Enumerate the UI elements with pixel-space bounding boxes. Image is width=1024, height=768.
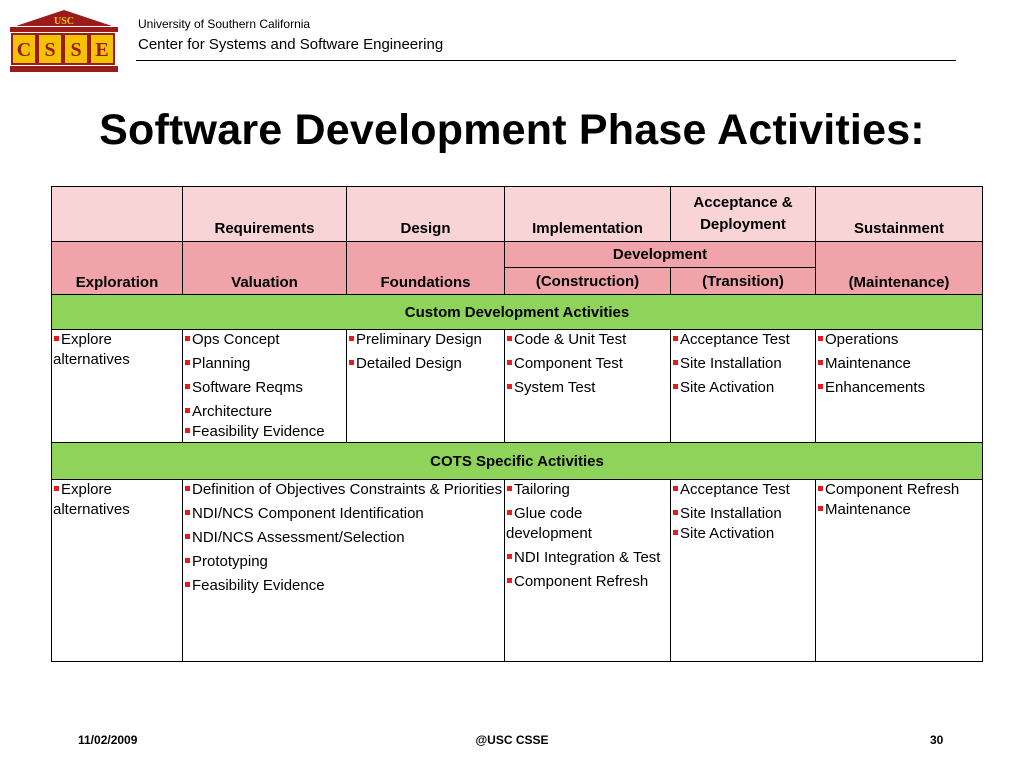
bullet-icon (185, 582, 190, 587)
activity-label: Glue code development (506, 505, 592, 542)
bullet-icon (818, 486, 823, 491)
activity-item (183, 402, 346, 422)
activity-item (183, 576, 504, 596)
activity-label: NDI Integration & Test (514, 549, 661, 566)
activity-item (505, 480, 670, 500)
activity-label: Acceptance Test (680, 481, 790, 498)
logo-usc-text: USC (53, 16, 75, 27)
activity-item (816, 354, 982, 374)
activity-item (183, 422, 346, 442)
bullet-icon (673, 336, 678, 341)
custom-activities-row (52, 330, 983, 443)
activity-item (671, 378, 815, 398)
activity-label: Component Test (514, 355, 623, 372)
bullet-icon (818, 360, 823, 365)
activity-label: Definition of Objectives Constraints & Priorities (192, 481, 503, 498)
svg-text:E: E (95, 39, 109, 61)
activity-label: Preliminary Design (356, 331, 482, 348)
bullet-icon (673, 360, 678, 365)
activity-item (183, 552, 504, 572)
activity-item (816, 330, 982, 350)
activity-item (505, 548, 670, 568)
activity-item (347, 354, 504, 374)
footer-source: @USC CSSE (475, 733, 549, 747)
footer-page-number: 30 (930, 733, 944, 747)
activity-item (183, 528, 504, 548)
phase-header-implementation: Implementation (505, 187, 671, 242)
activity-label: Maintenance (825, 501, 911, 518)
activity-item (816, 480, 982, 500)
bullet-icon (185, 336, 190, 341)
activity-label: Explore alternatives (53, 481, 130, 518)
activity-label: Component Refresh (514, 573, 649, 590)
cots-col-maintenance (816, 480, 983, 662)
activity-label: System Test (514, 379, 596, 396)
center-name: Center for Systems and Software Engineering (138, 36, 444, 53)
cots-col-exploration (52, 480, 183, 662)
bullet-icon (818, 384, 823, 389)
milestone-development: Development (505, 242, 816, 268)
activity-item (183, 354, 346, 374)
activity-label: Feasibility Evidence (192, 577, 325, 594)
activity-label: Software Reqms (192, 379, 303, 396)
activity-item (505, 330, 670, 350)
bullet-icon (673, 510, 678, 515)
activity-label: Acceptance Test (680, 331, 790, 348)
phase-header-acceptance: Acceptance & Deployment (671, 187, 816, 242)
cots-col-valuation-foundations (183, 480, 505, 662)
activity-label: Site Activation (680, 379, 775, 396)
activity-label: Detailed Design (356, 355, 462, 372)
activity-item (183, 480, 504, 500)
bullet-icon (185, 384, 190, 389)
phase-activities-table (51, 186, 983, 662)
activity-item (671, 524, 815, 544)
bullet-icon (507, 384, 512, 389)
bullet-icon (673, 486, 678, 491)
bullet-icon (349, 336, 354, 341)
phase-header-design: Design (347, 187, 505, 242)
cots-activities-row (52, 480, 983, 662)
activity-item (183, 378, 346, 398)
custom-col-valuation (183, 330, 347, 443)
bullet-icon (673, 530, 678, 535)
bullet-icon (54, 336, 59, 341)
custom-col-construction (505, 330, 671, 443)
activity-item (671, 504, 815, 524)
activity-label: Planning (192, 355, 251, 372)
bullet-icon (185, 360, 190, 365)
custom-band-label: Custom Development Activities (52, 295, 983, 330)
activity-item (671, 480, 815, 500)
svg-text:C: C (16, 39, 32, 61)
activity-label: Site Activation (680, 525, 775, 542)
activity-label: Explore alternatives (53, 331, 130, 368)
activity-item (347, 330, 504, 350)
activity-item (671, 354, 815, 374)
logo-letters (12, 34, 114, 64)
bullet-icon (185, 534, 190, 539)
activity-item (505, 504, 670, 544)
activity-label: Site Installation (680, 355, 782, 372)
cots-band-row (52, 443, 983, 480)
milestone-exploration: Exploration (52, 242, 183, 295)
activity-item (52, 480, 182, 520)
activity-item (816, 378, 982, 398)
milestone-construction: (Construction) (505, 268, 671, 295)
activity-item (505, 378, 670, 398)
activity-label: Maintenance (825, 355, 911, 372)
activity-item (816, 500, 982, 520)
bullet-icon (818, 336, 823, 341)
activity-item (52, 330, 182, 370)
activity-label: Code & Unit Test (514, 331, 627, 348)
bullet-icon (507, 578, 512, 583)
activity-label: NDI/NCS Assessment/Selection (192, 529, 405, 546)
bullet-icon (818, 506, 823, 511)
milestone-transition: (Transition) (671, 268, 816, 295)
usc-csse-logo (8, 8, 120, 74)
phase-header-requirements: Requirements (183, 187, 347, 242)
activity-label: Prototyping (192, 553, 268, 570)
custom-col-transition (671, 330, 816, 443)
activity-label: Tailoring (514, 481, 570, 498)
activity-label: Enhancements (825, 379, 926, 396)
svg-text:S: S (70, 39, 82, 61)
bullet-icon (507, 510, 512, 515)
bullet-icon (507, 486, 512, 491)
activity-label: Feasibility Evidence (192, 423, 325, 440)
svg-text:S: S (44, 39, 56, 61)
bullet-icon (185, 558, 190, 563)
bullet-icon (185, 486, 190, 491)
activity-item (183, 504, 504, 524)
milestone-valuation: Valuation (183, 242, 347, 295)
milestone-row (52, 242, 983, 268)
phase-header-empty (52, 187, 183, 242)
bullet-icon (54, 486, 59, 491)
university-name: University of Southern California (138, 17, 311, 31)
bullet-icon (185, 510, 190, 515)
header-divider (136, 60, 956, 61)
bullet-icon (349, 360, 354, 365)
activity-label: NDI/NCS Component Identification (192, 505, 424, 522)
bullet-icon (185, 428, 190, 433)
bullet-icon (507, 360, 512, 365)
activity-item (671, 330, 815, 350)
activity-label: Site Installation (680, 505, 782, 522)
activity-label: Ops Concept (192, 331, 280, 348)
footer-date: 11/02/2009 (78, 733, 138, 747)
activity-label: Component Refresh (825, 481, 960, 498)
activity-label: Operations (825, 331, 899, 348)
cots-col-construction (505, 480, 671, 662)
cots-band-label: COTS Specific Activities (52, 443, 983, 480)
activity-item (183, 330, 346, 350)
cots-col-transition (671, 480, 816, 662)
custom-band-row (52, 295, 983, 330)
custom-col-maintenance (816, 330, 983, 443)
bullet-icon (507, 554, 512, 559)
slide-title: Software Development Phase Activities: (99, 106, 925, 154)
activity-label: Architecture (192, 403, 273, 420)
milestone-foundations: Foundations (347, 242, 505, 295)
bullet-icon (673, 384, 678, 389)
phase-header-sustainment: Sustainment (816, 187, 983, 242)
milestone-maintenance: (Maintenance) (816, 242, 983, 295)
bullet-icon (507, 336, 512, 341)
bullet-icon (185, 408, 190, 413)
custom-col-foundations (347, 330, 505, 443)
activity-item (505, 572, 670, 592)
activity-item (505, 354, 670, 374)
phase-header-row (52, 187, 983, 242)
custom-col-exploration (52, 330, 183, 443)
